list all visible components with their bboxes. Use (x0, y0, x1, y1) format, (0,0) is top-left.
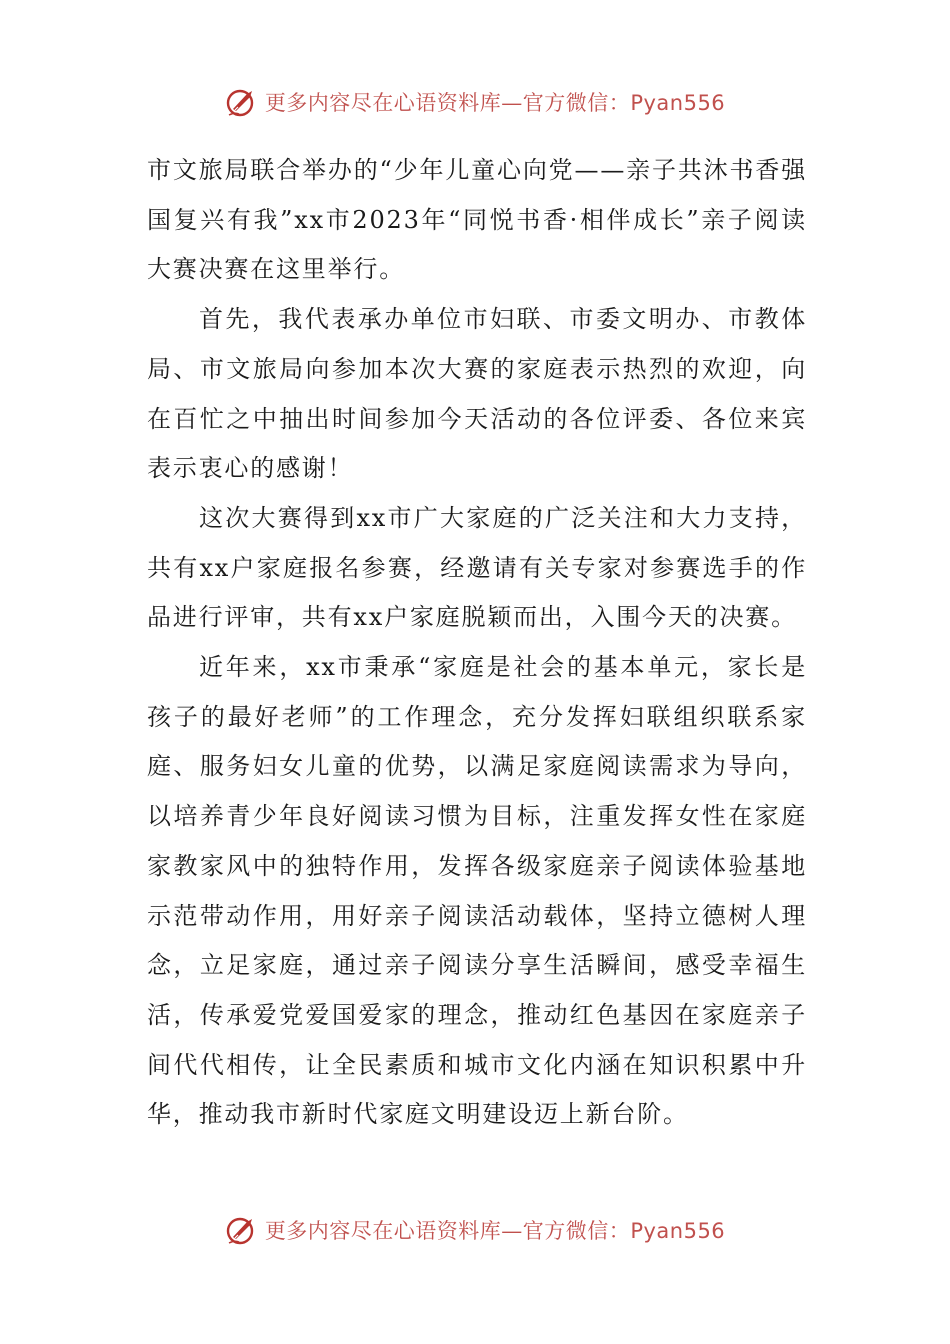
paragraph-contest-overview: 这次大赛得到xx市广大家庭的广泛关注和大力支持，共有xx户家庭报名参赛，经邀请有关专家对参赛选手的作品进行评审，共有xx户家庭脱颖而出，入围今天的决赛。 (147, 503, 807, 632)
header-watermark-banner (0, 82, 950, 122)
footer-banner-text (265, 1215, 725, 1245)
header-wechat-id: Pyan556 (630, 91, 726, 115)
document-body (147, 146, 807, 1140)
header-banner-text (265, 87, 725, 117)
paragraph-continuation: 市文旅局联合举办的“少年儿童心向党——亲子共沐书香强国复兴有我”xx市2023年“同悦书香·相伴成长”亲子阅读大赛决赛在这里举行。 (147, 156, 807, 284)
footer-wechat-id: Pyan556 (630, 1219, 726, 1243)
footer-banner-label: 更多内容尽在心语资料库—官方微信： (264, 1219, 631, 1243)
paragraph-welcome: 首先，我代表承办单位市妇联、市委文明办、市教体局、市文旅局向参加本次大赛的家庭表示热烈的欢迎，向在百忙之中抽出时间参加今天活动的各位评委、各位来宾表示衷心的感谢！ (147, 305, 807, 483)
header-banner-label: 更多内容尽在心语资料库—官方微信： (264, 91, 631, 115)
pen-nib-logo-icon (225, 1213, 259, 1247)
footer-watermark-banner (0, 1210, 950, 1250)
pen-nib-logo-icon (225, 85, 259, 119)
paragraph-background: 近年来，xx市秉承“家庭是社会的基本单元，家长是孩子的最好老师”的工作理念，充分发挥妇联组织联系家庭、服务妇女儿童的优势，以满足家庭阅读需求为导向，以培养青少年良好阅读习惯为目标，注重发挥女性在家庭家教家风中的独特作用，发挥各级家庭亲子阅读体验基地示范带动作用，用好亲子阅读活动载体，坚持立德树人理念，立足家庭，通过亲子阅读分享生活瞬间，感受幸福生活，传承爱党爱国爱家的理念，推动红色基因在家庭亲子间代代相传，让全民素质和城市文化内涵在知识积累中升华，推动我市新时代家庭文明建设迈上新台阶。 (147, 653, 807, 1129)
